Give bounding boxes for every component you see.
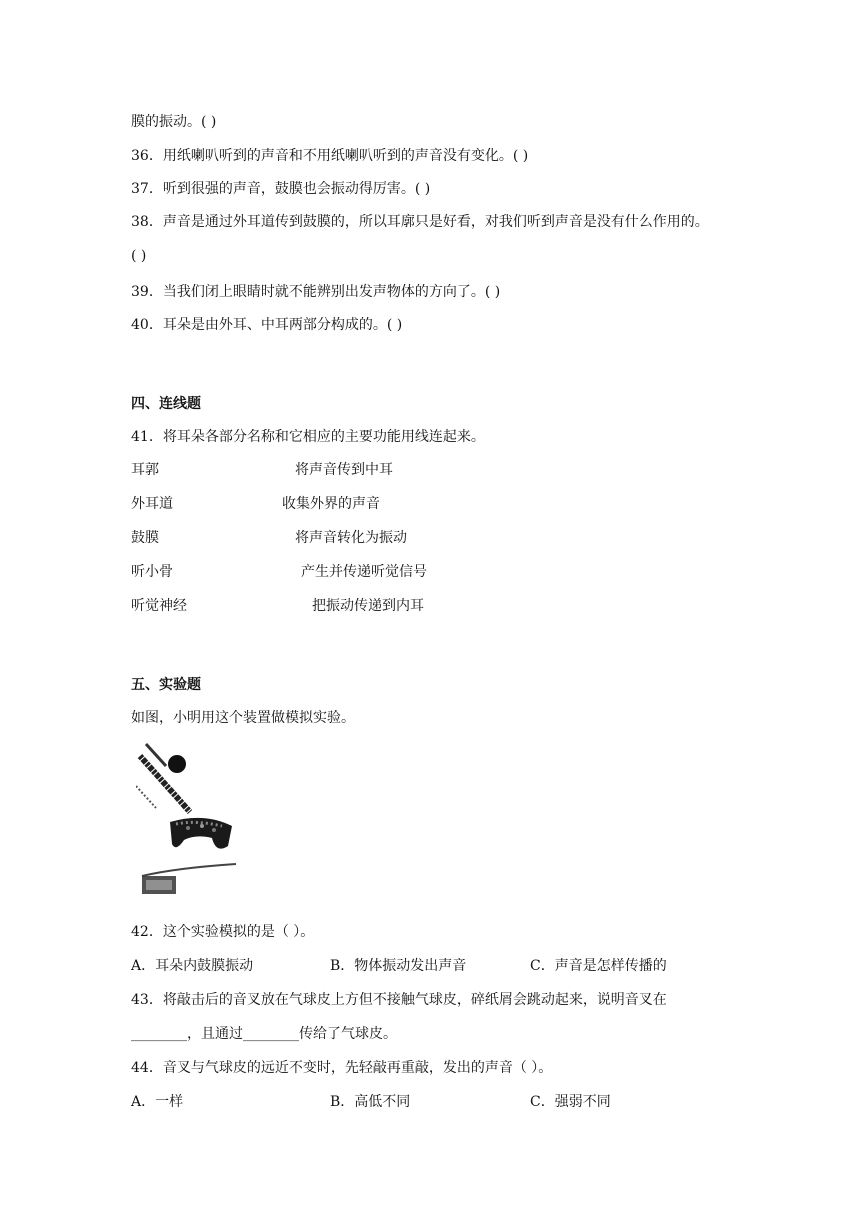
question-38: 38．声音是通过外耳道传到鼓膜的，所以耳廓只是好看，对我们听到声音是没有什么作用的。 <box>131 214 709 230</box>
question-39: 39．当我们闭上眼睛时就不能辨别出发声物体的方向了。( ) <box>131 284 501 300</box>
table-base-illustration <box>142 864 236 894</box>
question-43-line2: ________，且通过________传给了气球皮。 <box>131 1026 397 1042</box>
judgement-line-35-end: 膜的振动。( ) <box>131 114 217 130</box>
question-40: 40．耳朵是由外耳、中耳两部分构成的。( ) <box>131 317 403 333</box>
question-37: 37．听到很强的声音，鼓膜也会振动得厉害。( ) <box>131 181 431 197</box>
match-left-item: 外耳道 <box>131 496 173 512</box>
question-36: 36．用纸喇叭听到的声音和不用纸喇叭听到的声音没有变化。( ) <box>131 148 529 164</box>
experiment-heading: 五、实验题 <box>131 677 201 693</box>
experiment-figure <box>136 742 246 898</box>
question-44: 44．音叉与气球皮的远近不变时，先轻敲再重敲，发出的声音（ ）。 <box>131 1060 553 1076</box>
q42-option-b: B．物体振动发出声音 <box>330 958 467 974</box>
question-43-line1: 43．将敲击后的音叉放在气球皮上方但不接触气球皮，碎纸屑会跳动起来，说明音叉在 <box>131 992 667 1008</box>
matching-heading: 四、连线题 <box>131 396 201 412</box>
match-left-item: 鼓膜 <box>131 530 159 546</box>
question-38-answer: ( ) <box>131 248 147 264</box>
match-left-item: 听觉神经 <box>131 598 187 614</box>
match-right-item: 把振动传递到内耳 <box>312 598 424 614</box>
q44-option-c: C．强弱不同 <box>530 1094 611 1110</box>
q44-option-a: A．一样 <box>131 1094 184 1110</box>
experiment-intro: 如图，小明用这个装置做模拟实验。 <box>131 710 355 726</box>
question-41: 41．将耳朵各部分名称和它相应的主要功能用线连起来。 <box>131 429 485 445</box>
match-right-item: 将声音传到中耳 <box>295 462 393 478</box>
match-right-item: 产生并传递听觉信号 <box>301 564 427 580</box>
balloon-cup-illustration <box>170 818 232 849</box>
match-right-item: 收集外界的声音 <box>282 496 380 512</box>
match-right-item: 将声音转化为振动 <box>295 530 407 546</box>
match-left-item: 听小骨 <box>131 564 173 580</box>
match-left-item: 耳郭 <box>131 462 159 478</box>
q42-option-a: A．耳朵内鼓膜振动 <box>131 958 254 974</box>
q44-option-b: B．高低不同 <box>330 1094 411 1110</box>
tuning-fork-illustration <box>136 744 190 812</box>
q42-option-c: C．声音是怎样传播的 <box>530 958 667 974</box>
question-42: 42．这个实验模拟的是（ ）。 <box>131 924 315 940</box>
